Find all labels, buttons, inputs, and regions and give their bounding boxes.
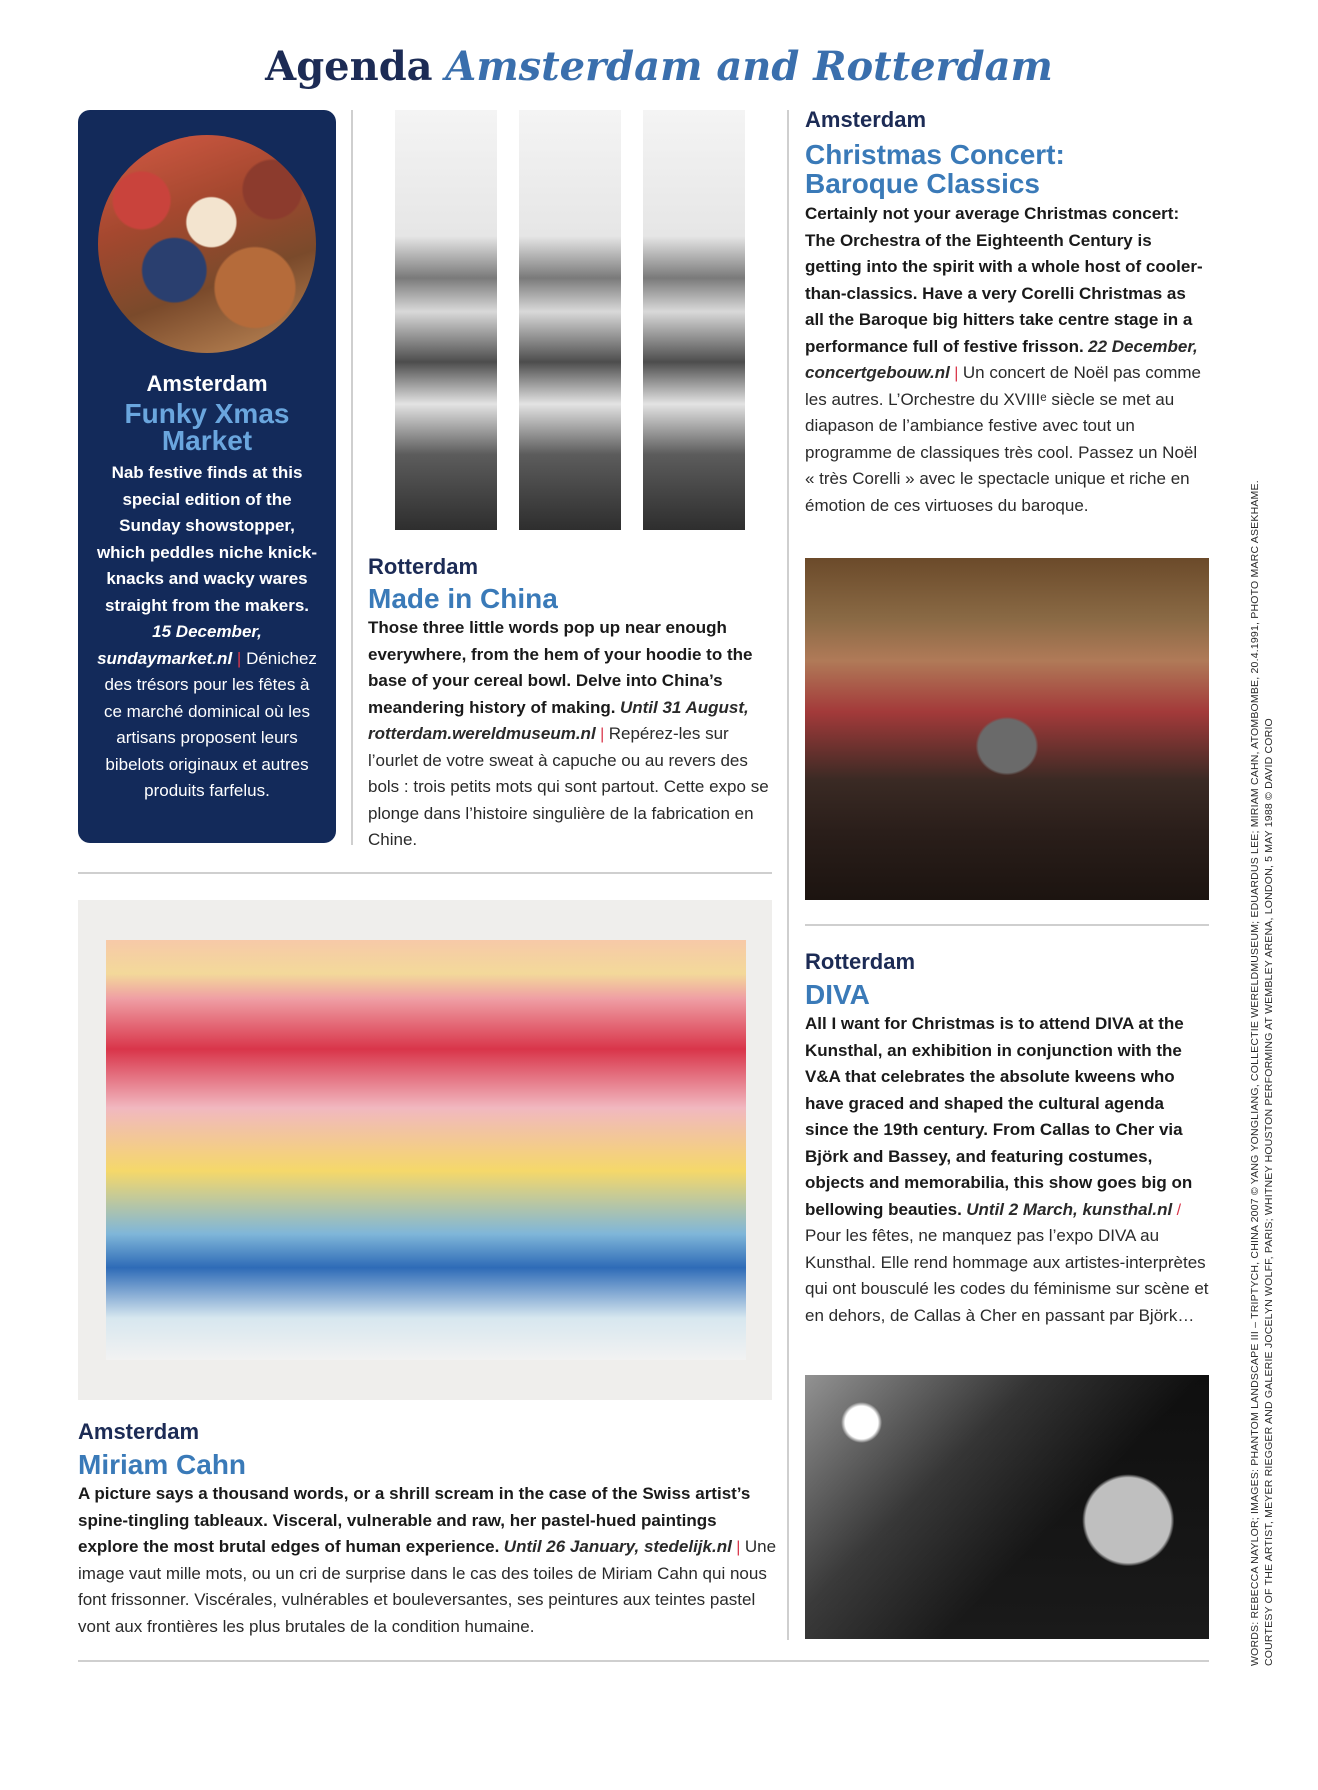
market-photo [98, 135, 316, 353]
funky-fr: Dénichez des trésors pour les fêtes à ce marché dominical où les artisans proposent leurs bibelots originaux et autres produits farfelus. [104, 648, 317, 800]
christmas-concert-article [805, 106, 1209, 519]
diva-fr: Pour les fêtes, ne manquez pas l’expo DIVA au Kunsthal. Elle rend hommage aux artistes-interprètes qui ont bousculé les codes du féminisme sur scène et en dehors, de Callas à Cher en passant par Björk… [805, 1226, 1209, 1325]
title-main: Agenda [265, 43, 433, 90]
china-en: Those three little words pop up near enough everywhere, from the hem of your hoodie to the base of your cereal bowl. Delve into China’s meandering history of making. [368, 618, 753, 717]
funky-date: 15 December, sundaymarket.nl [97, 622, 262, 668]
concert-event-title [805, 140, 1209, 198]
concert-separator: | [954, 365, 959, 382]
funky-separator: | [236, 648, 242, 668]
funky-en: Nab festive finds at this special edition of the Sunday showstopper, which peddles niche knick-knacks and wacky wares straight from the makers. [96, 463, 318, 615]
concert-hall-photo [805, 558, 1209, 900]
column-divider [351, 110, 353, 845]
miriam-cahn-article [78, 1418, 778, 1640]
section-divider [805, 924, 1209, 926]
funky-city: Amsterdam [146, 371, 268, 396]
triptych-panel-image [643, 110, 745, 530]
cahn-city: Amsterdam [78, 1419, 200, 1444]
china-separator: | [600, 726, 605, 743]
concert-event-line1: Christmas Concert: [805, 139, 1065, 170]
abstract-painting-frame [78, 900, 772, 1400]
concert-en: Certainly not your average Christmas concert: The Orchestra of the Eighteenth Century is getting into the spirit with a whole host of cooler-than-classics. Have a very Corelli Christmas as all the Baroque big hitters take centre stage in a performance full of festive frisson. [805, 204, 1203, 356]
concert-city: Amsterdam [805, 107, 927, 132]
credits-line1: WORDS: REBECCA NAYLOR; IMAGES: PHANTOM LANDSCAPE III – TRIPTYCH, CHINA 2007 © YANG YONGLIANG, COLLECTIE WERELDMUSEUM; EDUARDUS LEE; MIRIAM CAHN, ATOMBOMBE, 20.4.1991, PHOTO MARC ASEKHAME. [1249, 480, 1261, 1666]
concert-date: 22 December, concertgebouw.nl [805, 336, 1198, 382]
diva-article [805, 948, 1209, 1329]
concert-event-line2: Baroque Classics [805, 168, 1040, 199]
cahn-en: A picture says a thousand words, or a shrill scream in the case of the Swiss artist’s spine-tingling tableaux. Visceral, vulnerable and raw, her pastel-hued paintings explore the most brutal edges of human experience. [78, 1484, 751, 1556]
diva-date: Until 2 March, kunsthal.nl [966, 1199, 1173, 1219]
funky-body [94, 460, 320, 805]
diva-separator: / [1176, 1201, 1182, 1219]
credits-line2: COURTESY OF THE ARTIST, MEYER RIEGGER AND GALERIE JOCELYN WOLFF, PARIS; WHITNEY HOUSTON PERFORMING AT WEMBLEY ARENA, LONDON, 5 MAY 1988 © DAVID CORIO [1263, 718, 1275, 1666]
page-title [0, 42, 1318, 92]
china-fr: Repérez-les sur l’ourlet de votre sweat à capuche ou au revers des bols : trois petits mots qui sont partout. Cette expo se plonge dans l’histoire singulière de la fabrication en Chine. [368, 724, 769, 849]
cahn-event-title: Miriam Cahn [78, 1449, 247, 1480]
abstract-painting-image [106, 940, 746, 1360]
china-city: Rotterdam [368, 554, 479, 579]
diva-en: All I want for Christmas is to attend DIVA at the Kunsthal, an exhibition in conjunction with the V&A that celebrates the absolute kweens who have graced and shaped the cultural agenda since the 19th century. From Callas to Cher via Björk and Bassey, and featuring costumes, objects and memorabilia, this show goes big on bellowing beauties. [805, 1014, 1193, 1219]
cahn-separator: | [736, 1539, 741, 1556]
cahn-date: Until 26 January, stedelijk.nl [503, 1537, 732, 1556]
column-divider [787, 110, 789, 1640]
china-date: Until 31 August, rotterdam.wereldmuseum.nl [368, 697, 749, 743]
photo-credits [1248, 426, 1276, 1666]
triptych-panel-image [395, 110, 497, 530]
title-sub: Amsterdam and Rotterdam [445, 43, 1053, 90]
triptych-panel-image [519, 110, 621, 530]
funky-event-title: Funky Xmas Market [124, 398, 290, 456]
diva-singer-photo [805, 1375, 1209, 1639]
cahn-fr: Une image vaut mille mots, ou un cri de surprise dans le cas des toiles de Miriam Cahn qui nous font frissonner. Viscérales, vulnérables et bouleversantes, ses peintures aux teintes pastel vont aux frontières les plus brutales de la condition humaine. [78, 1537, 777, 1636]
made-in-china-article [368, 553, 773, 854]
diva-city: Rotterdam [805, 949, 916, 974]
diva-event-title: DIVA [805, 979, 870, 1010]
concert-fr: Un concert de Noël pas comme les autres. L’Orchestre du XVIIIᵉ siècle se met au diapason de l’ambiance festive avec tout un programme de classiques très cool. Passez un Noël « très Corelli » avec le spectacle unique et riche en émotion de ces virtuoses du baroque. [805, 363, 1201, 515]
section-divider [78, 872, 772, 874]
bottom-divider [78, 1660, 1209, 1662]
china-event-title: Made in China [368, 583, 558, 614]
